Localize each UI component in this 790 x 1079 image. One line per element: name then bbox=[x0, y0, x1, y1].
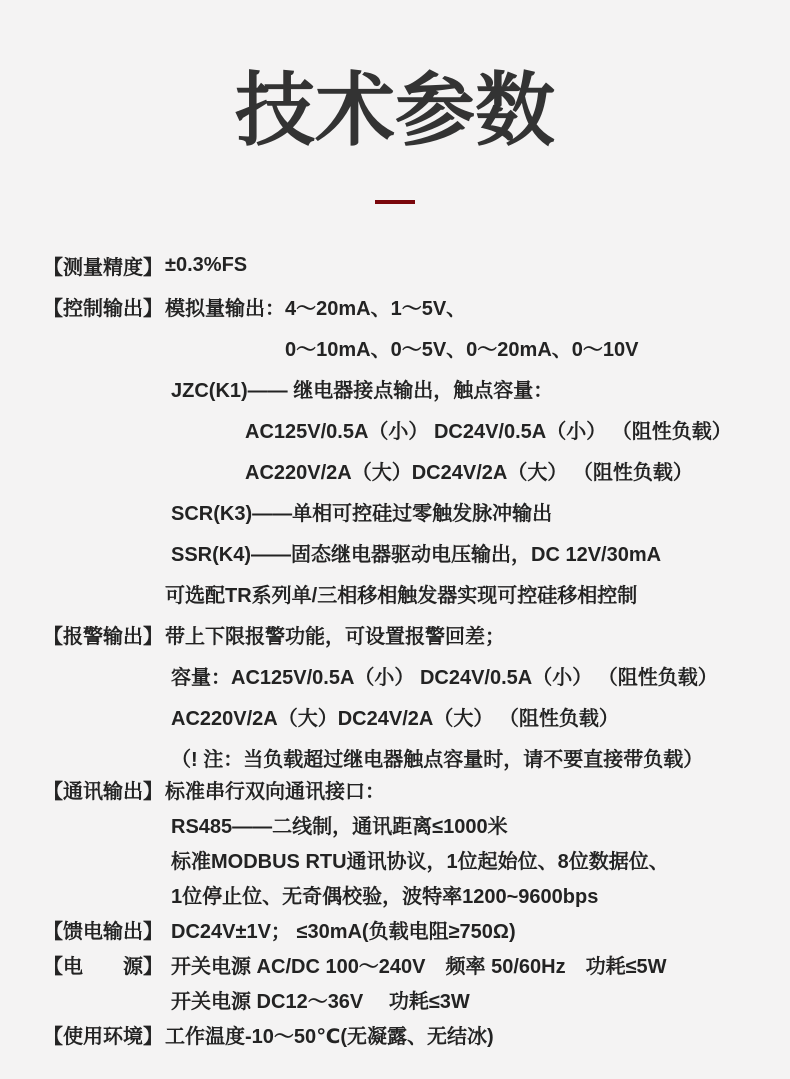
spec-line bbox=[43, 532, 780, 573]
spec-text: JZC(K1)—— 继电器接点输出，触点容量： bbox=[171, 380, 554, 403]
spec-line bbox=[43, 573, 780, 614]
spec-line bbox=[43, 655, 780, 696]
spec-line bbox=[43, 614, 780, 655]
spec-text: AC220V/2A（大）DC24V/2A（大） （阻性负载） bbox=[171, 708, 619, 731]
spec-line bbox=[43, 982, 780, 1017]
spec-label: 【通讯输出】 bbox=[43, 781, 163, 804]
spec-label: 【报警输出】 bbox=[43, 626, 163, 649]
spec-line bbox=[43, 947, 780, 982]
spec-line bbox=[43, 842, 780, 877]
spec-label: 【电 源】 bbox=[43, 956, 163, 979]
spec-label: 【测量精度】 bbox=[43, 257, 163, 280]
spec-label: 【使用环境】 bbox=[43, 1026, 163, 1049]
spec-text: 标准MODBUS RTU通讯协议，1位起始位、8位数据位、 bbox=[171, 851, 669, 874]
spec-text: RS485——二线制，通讯距离≤1000米 bbox=[171, 816, 508, 839]
spec-text: 模拟量输出：4～20mA、1～5V、 bbox=[165, 298, 467, 321]
spec-text: 0～10mA、0～5V、0～20mA、0～10V bbox=[285, 339, 639, 362]
spec-group-primary bbox=[43, 245, 780, 778]
spec-text: 带上下限报警功能，可设置报警回差； bbox=[165, 626, 505, 649]
spec-list bbox=[0, 245, 790, 1052]
spec-line bbox=[43, 877, 780, 912]
spec-text: 工作温度-10～50℃(无凝露、无结冰) bbox=[165, 1026, 494, 1049]
spec-label: 【馈电输出】 bbox=[43, 921, 163, 944]
spec-text: 开关电源 AC/DC 100～240V 频率 50/60Hz 功耗≤5W bbox=[171, 956, 667, 979]
spec-label: 【控制输出】 bbox=[43, 298, 163, 321]
spec-text: SCR(K3)——单相可控硅过零触发脉冲输出 bbox=[171, 503, 553, 526]
spec-text: 容量：AC125V/0.5A（小） DC24V/0.5A（小） （阻性负载） bbox=[171, 667, 718, 690]
spec-line bbox=[43, 772, 780, 807]
spec-line bbox=[43, 912, 780, 947]
spec-line bbox=[43, 450, 780, 491]
spec-text: DC24V±1V； ≤30mA(负载电阻≥750Ω) bbox=[171, 921, 516, 944]
spec-text: AC125V/0.5A（小） DC24V/0.5A（小） （阻性负载） bbox=[245, 421, 732, 444]
spec-text: SSR(K4)——固态继电器驱动电压输出，DC 12V/30mA bbox=[171, 544, 662, 567]
spec-text: AC220V/2A（大）DC24V/2A（大） （阻性负载） bbox=[245, 462, 693, 485]
spec-text: 可选配TR系列单/三相移相触发器实现可控硅移相控制 bbox=[165, 585, 638, 608]
spec-line bbox=[43, 368, 780, 409]
spec-line bbox=[43, 1017, 780, 1052]
spec-line bbox=[43, 245, 780, 286]
page-title: 技术参数 bbox=[235, 66, 555, 155]
spec-text: 1位停止位、无奇偶校验，波特率1200~9600bps bbox=[171, 886, 599, 909]
spec-line bbox=[43, 409, 780, 450]
spec-text: 标准串行双向通讯接口： bbox=[165, 781, 385, 804]
spec-line bbox=[43, 696, 780, 737]
spec-line bbox=[43, 491, 780, 532]
title-underline-divider bbox=[375, 200, 415, 204]
spec-text: 开关电源 DC12～36V 功耗≤3W bbox=[171, 991, 470, 1014]
spec-text: （! 注：当负载超过继电器触点容量时，请不要直接带负载） bbox=[171, 749, 704, 772]
spec-line bbox=[43, 286, 780, 327]
spec-line bbox=[43, 327, 780, 368]
spec-line bbox=[43, 807, 780, 842]
spec-group-secondary bbox=[43, 772, 780, 1052]
spec-text: ±0.3%FS bbox=[165, 254, 248, 277]
